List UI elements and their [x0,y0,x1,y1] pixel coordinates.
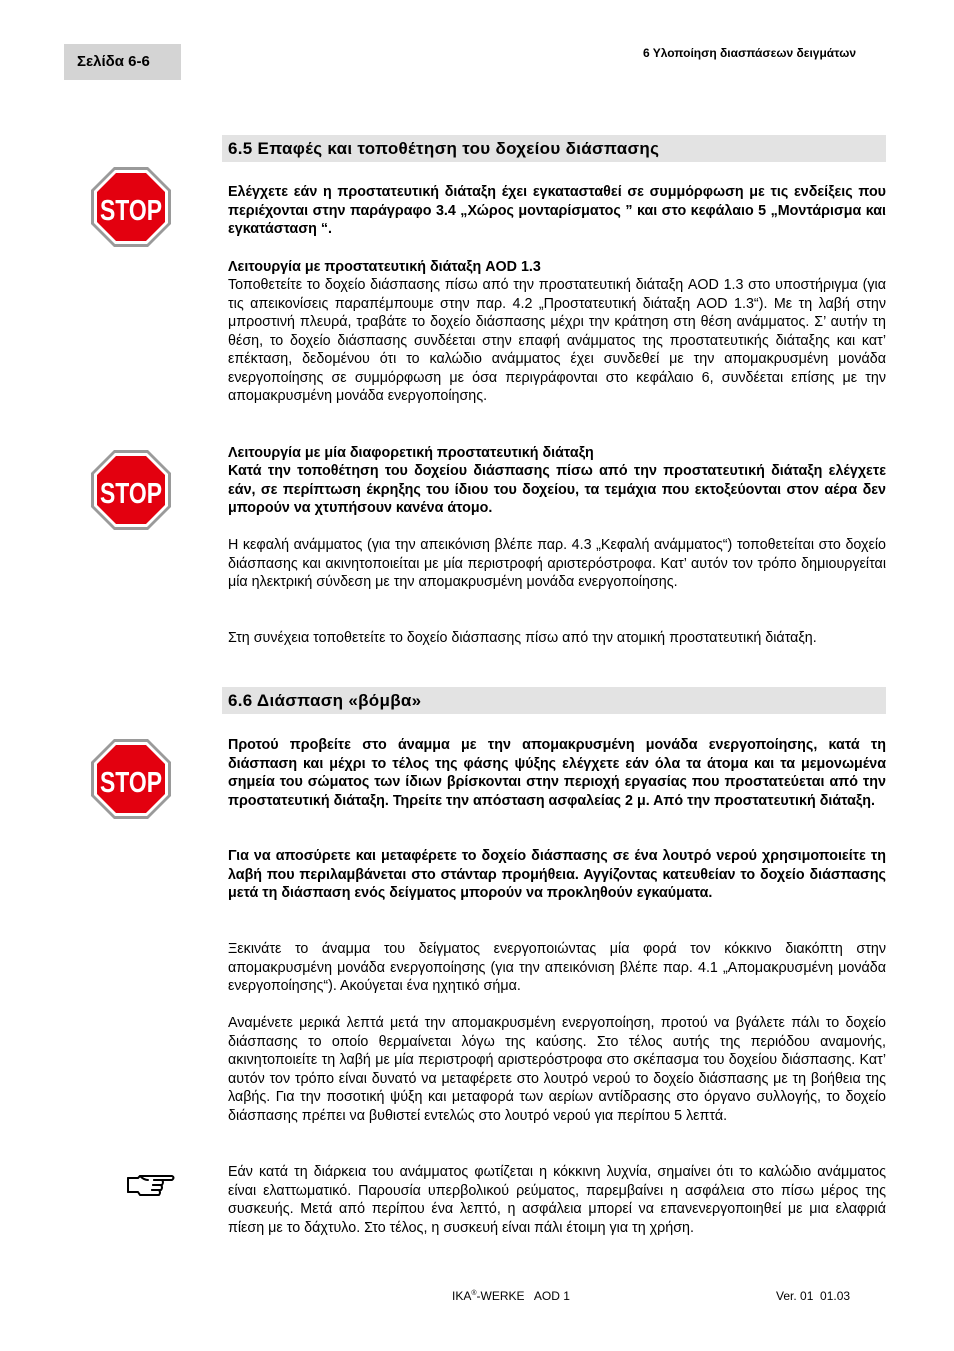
footer-product: -WERKE AOD 1 [476,1289,570,1303]
section-6-6-warning-1: Προτού προβείτε στο άναμμα με την απομακρυσμένη μονάδα ενεργοποίησης, κατά τη διάσπαση και μέχρι το τέλος της φάσης ψύξης ελέγχετε εάν όλα τα άτομα και τα μεμονωμένα σημεία του σώματος των ίδιων βρίσκονται στην περιοχή εργασίας που προστατεύεται από την προστατευτική διάταξη. Τηρείτε την απόσταση ασφαλείας 2 μ. Από την προστατευτική διάταξη. [228,737,886,809]
footer-brand: IKA [452,1289,472,1303]
stop-sign-icon [90,166,172,248]
footer-version: Ver. 01 01.03 [776,1289,851,1303]
section-6-6-heading: 6.6 Διάσπαση «βόμβα» [222,687,886,714]
section-6-5-heading: 6.5 Επαφές και τοποθέτηση του δοχείου διάσπασης [222,135,886,162]
section-6-6-paragraph-1: Ξεκινάτε το άναμμα του δείγματος ενεργοποιώντας μία φορά τον κόκκινο διακόπτη στην απομακρυσμένη μονάδα ενεργοποίησης (για την απεικόνιση βλέπε παρ. 4.1 „Απομακρυσμένη μονάδα ενεργοποίησης“). Ακούγεται ένα ηχητικό σήμα. [228,941,886,994]
chapter-title: 6 Υλοποίηση διασπάσεων δειγμάτων [642,46,856,60]
page-number-label: Σελίδα 6-6 [64,44,181,80]
registered-mark: ® [471,1290,477,1297]
section-6-5-paragraph-1: Τοποθετείτε το δοχείο διάσπασης πίσω από την προστατευτική διάταξη AOD 1.3 στο υποστήριγμα (για τις απεικονίσεις παραπέμπουμε στην παρ. 4.2 „Προστατευτική διάταξη AOD 1.3“). Με τη λαβή στην μπροστινή πλευρά, τραβάτε το δοχείο διάσπασης μέχρι την κράτηση στη θέση ανάμματος. Σ’ αυτήν τη θέση, το δοχείο διάσπασης συνδέεται στην επαφή ανάμματος της προστατευτικής διάταξης και κατ’ επέκταση, δεδομένου ότι το καλώδιο ανάμματος έχει συνδεθεί με την απομακρυσμένη μονάδα ενεργοποίησης σε συμμόρφωση με όσα περιγράφονται στο κεφάλαιο 6, συνδέεται επίσης με την απομακρυσμένη μονάδα ενεργοποίησης. [228,277,886,404]
section-6-5-warning-1: Ελέγχετε εάν η προστατευτική διάταξη έχει εγκατασταθεί σε συμμόρφωση με τις ενδείξεις που περιέχονται στην παράγραφο 3.4 „Χώρος μονταρίσματος ” και στο κεφάλαιο 5 „Μοντάρισμα και εγκατάσταση “. [228,184,886,237]
stop-sign-icon [90,738,172,820]
section-6-6-warning-2: Για να αποσύρετε και μεταφέρετε το δοχείο διάσπασης σε ένα λουτρό νερού χρησιμοποιείτε τη λαβή που περιλαμβάνεται στο στάνταρ προμήθεια. Αγγίζοντας κατευθείαν το δοχείο διάσπασης μετά τη διάσπαση ενός δείγματος μπορούν να προκληθούν εγκαύματα. [228,848,886,901]
section-6-5-subheading-1: Λειτουργία με προστατευτική διάταξη AOD 1.3 [228,259,541,275]
section-6-5-warning-2: Κατά την τοποθέτηση του δοχείου διάσπασης πίσω από την προστατευτική διάταξη ελέγχετε εάν, σε περίπτωση έκρηξης του ίδιου του δοχείου, τα τεμάχια που εκτοξεύονται στον αέρα δεν μπορούν να χτυπήσουν κανένα άτομο. [228,463,886,516]
stop-sign-text: STOP [100,478,162,510]
section-6-6-paragraph-2: Αναμένετε μερικά λεπτά μετά την απομακρυσμένη ενεργοποίηση, προτού να βγάλετε πάλι το δοχείο διάσπασης το οποίο θερμαίνεται λόγω της καύσης. Στο τέλος αυτής της περιόδου αναμονής, ακινητοποιείτε τη λαβή με μία περιστροφή αριστερόστροφα στο σκέπασμα του δοχείου διάσπασης. Κατ’ αυτόν τον τρόπο είναι δυνατό να μεταφέρετε στο λουτρό νερού το δοχείο διάσπασης με τη βοήθεια της λαβής. Για την ποσοτική ψύξη και μεταφορά των αερίων αντίδρασης στο όργανο συλλογής, το δοχείο διάσπασης πρέπει να βυθιστεί εντελώς στο λουτρό νερού για περίπου 5 λεπτά. [228,1015,886,1124]
section-6-5-paragraph-2: Η κεφαλή ανάμματος (για την απεικόνιση βλέπε παρ. 4.3 „Κεφαλή ανάμματος“) τοποθετείται στο δοχείο διάσπασης και ακινητοποιείται με μία περιστροφή αριστερόστροφα. Κατ’ αυτόν τον τρόπο δημιουργείται μία ηλεκτρική σύνδεση με την απομακρυσμένη μονάδα ενεργοποίησης. [228,537,886,590]
section-6-6-note: Εάν κατά τη διάρκεια του ανάμματος φωτίζεται η κόκκινη λυχνία, σημαίνει ότι το καλώδιο ανάμματος είναι ελαττωματικό. Παρουσία υπερβολικού ρεύματος, παρεμβαίνει η ασφάλεια στο πίσω μέρος της συσκευής. Μετά από περίπου ένα λεπτό, η ασφάλεια μπορεί να επανενεργοποιηθεί με μια ελαφριά πίεση με το δάχτυλο. Στο τέλος, η συσκευή είναι πάλι έτοιμη για τη χρήση. [228,1164,886,1236]
stop-sign-text: STOP [100,195,162,227]
footer-manufacturer [452,1289,570,1303]
stop-sign-icon [90,449,172,531]
pointing-hand-icon [126,1170,176,1200]
section-6-5-subheading-2: Λειτουργία με μία διαφορετική προστατευτική διάταξη [228,445,594,461]
stop-sign-text: STOP [100,767,162,799]
section-6-5-paragraph-3: Στη συνέχεια τοποθετείτε το δοχείο διάσπασης πίσω από την ατομική προστατευτική διάταξη. [228,630,817,646]
